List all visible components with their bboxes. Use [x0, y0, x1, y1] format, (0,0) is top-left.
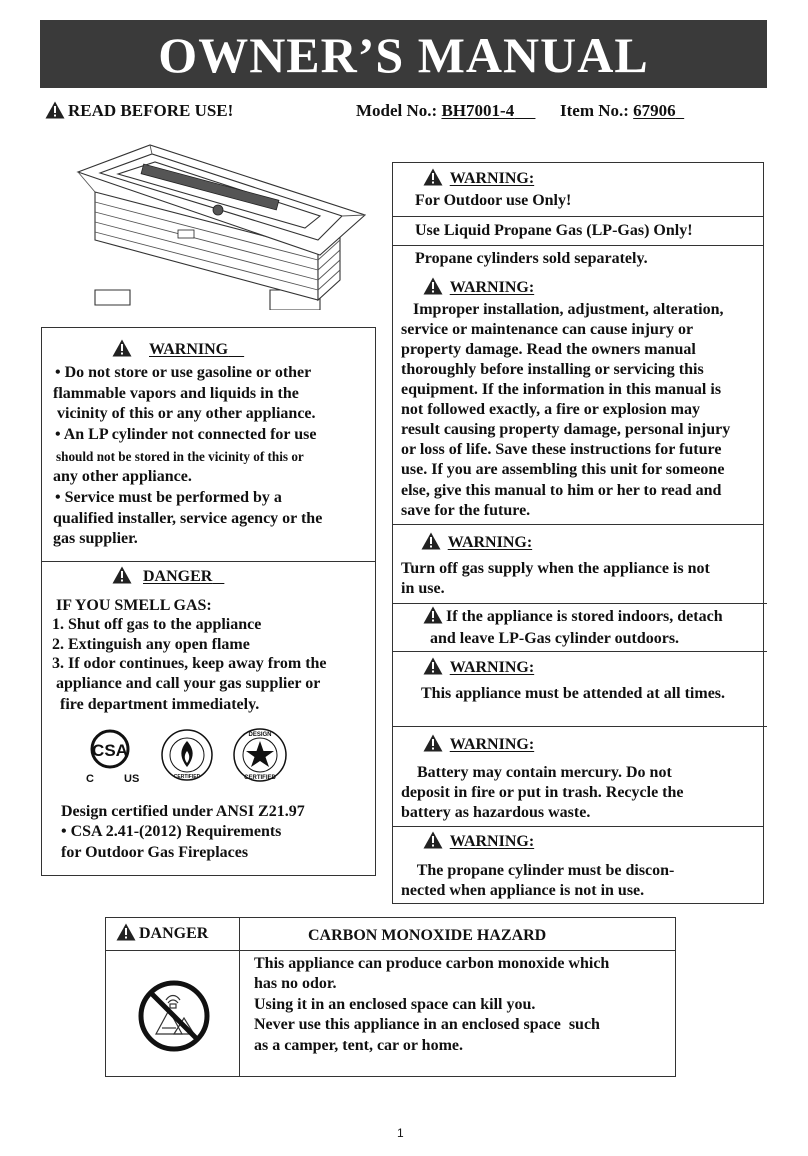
- warning-line: • Service must be performed by a: [55, 489, 282, 506]
- cert-line: Design certified under ANSI Z21.97: [61, 803, 305, 820]
- danger-step: fire department immediately.: [52, 696, 260, 713]
- csa-logo: [86, 731, 139, 785]
- warning-line: any other appliance.: [53, 468, 192, 485]
- warning-line: • Do not store or use gasoline or other: [55, 364, 312, 381]
- warning-line: equipment. If the information in this manual is: [401, 381, 722, 398]
- danger-heading: DANGER: [112, 566, 224, 587]
- smell-gas-heading: IF YOU SMELL GAS:: [56, 597, 212, 614]
- warning-icon: [423, 168, 443, 186]
- warning-heading: WARNING:: [423, 168, 534, 189]
- danger-step: 3. If odor continues, keep away from the: [52, 655, 327, 672]
- model-number: Model No.: BH7001-4: [356, 101, 515, 120]
- co-line: Never use this appliance in an enclosed space such: [254, 1016, 600, 1033]
- warning-line: use. If you are assembling this unit for someone: [401, 461, 725, 478]
- csa-c: C: [86, 773, 94, 785]
- warning-icon: [116, 923, 136, 941]
- warning-line: should not be stored in the vicinity of this or: [56, 449, 304, 464]
- cylinders-sold-separately: Propane cylinders sold separately.: [415, 250, 648, 267]
- co-line: This appliance can produce carbon monoxide which: [254, 955, 610, 972]
- warning-heading: WARNING: [112, 339, 244, 360]
- page-title: OWNER’S MANUAL: [40, 20, 767, 88]
- design-bottom-text: CERTIFIED: [244, 775, 276, 781]
- danger-step: 1. Shut off gas to the appliance: [52, 616, 262, 633]
- csa-letters: CSA: [92, 741, 128, 760]
- danger-label: DANGER: [116, 923, 208, 944]
- warning-line: service or maintenance can cause injury or: [401, 321, 694, 338]
- warning-line: Improper installation, adjustment, alteration,: [401, 301, 724, 318]
- flame-certified-logo: [162, 730, 212, 780]
- cert-line: for Outdoor Gas Fireplaces: [61, 844, 249, 861]
- warning-line: Turn off gas supply when the appliance is not: [401, 560, 710, 577]
- co-line: as a camper, tent, car or home.: [254, 1037, 463, 1054]
- warning-line: not followed exactly, a fire or explosion may: [401, 401, 700, 418]
- warning-box: [41, 327, 376, 562]
- warning-heading: WARNING:: [423, 734, 534, 755]
- co-line: has no odor.: [254, 975, 337, 992]
- warning-line: flammable vapors and liquids in the: [53, 385, 299, 402]
- warning-line: vicinity of this or any other appliance.: [53, 405, 316, 422]
- warning-heading: WARNING:: [421, 532, 532, 553]
- csa-us: US: [124, 773, 140, 785]
- warning-line: qualified installer, service agency or the: [53, 510, 323, 527]
- warning-icon: [45, 101, 65, 119]
- page-number: 1: [397, 1126, 404, 1140]
- right-warnings-panel: [392, 162, 764, 904]
- warning-icon: [423, 734, 443, 752]
- warning-line: property damage. Read the owners manual: [401, 341, 696, 358]
- warning-line: or loss of life. Save these instructions for future: [401, 441, 722, 458]
- co-hazard-title: CARBON MONOXIDE HAZARD: [308, 927, 547, 944]
- warning-line: gas supplier.: [53, 530, 138, 547]
- co-line: Using it in an enclosed space can kill you.: [254, 996, 536, 1013]
- no-enclosed-space-icon: [136, 978, 212, 1054]
- warning-line: result causing property damage, personal injury: [401, 421, 731, 438]
- warning-line: in use.: [401, 580, 445, 597]
- danger-box: [41, 561, 376, 876]
- warning-line: save for the future.: [401, 502, 531, 519]
- warning-icon: [423, 657, 443, 675]
- warning-line: Battery may contain mercury. Do not: [401, 764, 672, 781]
- warning-heading: WARNING:: [423, 277, 534, 298]
- certification-marks: [82, 727, 322, 789]
- warning-icon: [421, 532, 441, 550]
- design-certified-logo: [234, 729, 286, 781]
- warning-icon: [423, 606, 443, 624]
- warning-line: nected when appliance is not in use.: [401, 882, 645, 899]
- lp-gas-only: Use Liquid Propane Gas (LP-Gas) Only!: [415, 222, 693, 239]
- warning-line: deposit in fire or put in trash. Recycle the: [401, 784, 684, 801]
- warning-icon: [423, 277, 443, 295]
- cert-line: • CSA 2.41-(2012) Requirements: [61, 823, 282, 840]
- outdoor-only: For Outdoor use Only!: [415, 192, 572, 209]
- warning-line: The propane cylinder must be discon-: [401, 862, 675, 879]
- warning-line: thoroughly before installing or servicing this: [401, 361, 704, 378]
- design-top-text: DESIGN: [248, 732, 272, 738]
- stored-indoors-line: and leave LP-Gas cylinder outdoors.: [430, 630, 680, 647]
- attended-note: This appliance must be attended at all times.: [421, 685, 726, 702]
- warning-heading: WARNING:: [423, 657, 534, 678]
- warning-icon: [112, 566, 132, 584]
- warning-line: battery as hazardous waste.: [401, 804, 591, 821]
- flame-ring-text: CERTIFIED: [173, 774, 201, 780]
- read-before-use: READ BEFORE USE!: [45, 101, 233, 121]
- warning-line: • An LP cylinder not connected for use: [55, 426, 317, 443]
- warning-line: else, give this manual to him or her to read and: [401, 482, 722, 499]
- danger-step: appliance and call your gas supplier or: [52, 675, 321, 692]
- carbon-monoxide-box: [105, 917, 676, 1077]
- danger-step: 2. Extinguish any open flame: [52, 636, 250, 653]
- item-number: Item No.: 67906: [560, 101, 676, 120]
- warning-icon: [112, 339, 132, 357]
- stored-indoors-note: If the appliance is stored indoors, detach: [423, 606, 723, 627]
- warning-heading: WARNING:: [423, 831, 534, 852]
- fire-pit-illustration: [70, 140, 370, 310]
- warning-icon: [423, 831, 443, 849]
